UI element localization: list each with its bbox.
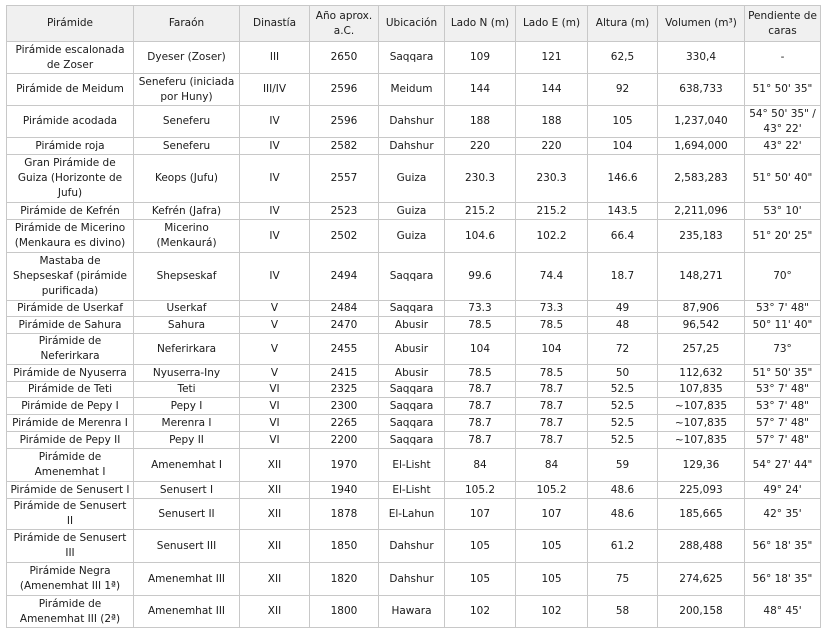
cell-year: 1800 [310, 596, 379, 628]
cell-pyramid: Pirámide de Pepy I [7, 398, 134, 415]
cell-slope: 57° 7' 48" [745, 432, 821, 449]
cell-height: 75 [588, 563, 658, 596]
cell-side-n: 109 [445, 42, 516, 74]
cell-side-e: 105 [516, 563, 588, 596]
cell-dynasty: III [240, 42, 310, 74]
cell-side-e: 215.2 [516, 203, 588, 220]
cell-pharaoh: Seneferu [134, 106, 240, 138]
table-row [7, 365, 821, 382]
cell-location: Saqqara [379, 301, 445, 317]
cell-pyramid: Pirámide de Senusert III [7, 530, 134, 563]
cell-side-n: 78.7 [445, 432, 516, 449]
cell-dynasty: V [240, 317, 310, 334]
cell-location: Abusir [379, 317, 445, 334]
table-row [7, 106, 821, 138]
cell-volume: ~107,835 [658, 415, 745, 432]
cell-pyramid: Pirámide de Micerino (Menkaura es divino) [7, 220, 134, 253]
cell-side-e: 144 [516, 74, 588, 106]
cell-location: Dahshur [379, 563, 445, 596]
cell-volume: 2,211,096 [658, 203, 745, 220]
cell-slope: 54° 27' 44" [745, 449, 821, 482]
cell-pharaoh: Amenemhat III [134, 596, 240, 628]
cell-height: 49 [588, 301, 658, 317]
cell-dynasty: IV [240, 155, 310, 203]
table-row [7, 317, 821, 334]
cell-side-e: 220 [516, 138, 588, 155]
cell-slope: 57° 7' 48" [745, 415, 821, 432]
cell-pyramid: Pirámide de Userkaf [7, 301, 134, 317]
cell-slope: 48° 45' [745, 596, 821, 628]
cell-pyramid: Pirámide de Neferirkara [7, 334, 134, 365]
cell-year: 1878 [310, 499, 379, 530]
cell-side-n: 104.6 [445, 220, 516, 253]
cell-side-n: 105 [445, 530, 516, 563]
cell-height: 48.6 [588, 482, 658, 499]
cell-location: Abusir [379, 365, 445, 382]
column-header-pharaoh: Faraón [134, 6, 240, 42]
cell-height: 48 [588, 317, 658, 334]
cell-dynasty: IV [240, 220, 310, 253]
cell-slope: 54° 50' 35" / 43° 22' [745, 106, 821, 138]
cell-pharaoh: Micerino (Menkaurá) [134, 220, 240, 253]
cell-pyramid: Pirámide de Senusert I [7, 482, 134, 499]
table-row [7, 482, 821, 499]
cell-dynasty: IV [240, 138, 310, 155]
cell-slope: 73° [745, 334, 821, 365]
cell-side-n: 144 [445, 74, 516, 106]
cell-dynasty: XII [240, 563, 310, 596]
cell-height: 58 [588, 596, 658, 628]
cell-height: 50 [588, 365, 658, 382]
cell-dynasty: V [240, 301, 310, 317]
cell-volume: 96,542 [658, 317, 745, 334]
cell-location: Dahshur [379, 530, 445, 563]
cell-volume: 129,36 [658, 449, 745, 482]
cell-height: 52.5 [588, 398, 658, 415]
column-header-height: Altura (m) [588, 6, 658, 42]
table-row [7, 138, 821, 155]
cell-volume: 200,158 [658, 596, 745, 628]
cell-dynasty: IV [240, 203, 310, 220]
cell-volume: 112,632 [658, 365, 745, 382]
cell-slope: - [745, 42, 821, 74]
cell-slope: 43° 22' [745, 138, 821, 155]
cell-dynasty: XII [240, 449, 310, 482]
column-header-year: Año aprox. a.C. [310, 6, 379, 42]
column-header-side-e: Lado E (m) [516, 6, 588, 42]
cell-location: Saqqara [379, 415, 445, 432]
column-header-dynasty: Dinastía [240, 6, 310, 42]
cell-side-n: 105 [445, 563, 516, 596]
cell-pyramid: Pirámide Negra (Amenemhat III 1ª) [7, 563, 134, 596]
cell-side-e: 78.7 [516, 382, 588, 398]
table-row [7, 398, 821, 415]
cell-year: 2494 [310, 253, 379, 301]
cell-dynasty: XII [240, 530, 310, 563]
cell-side-e: 107 [516, 499, 588, 530]
cell-slope: 53° 10' [745, 203, 821, 220]
cell-side-e: 78.7 [516, 415, 588, 432]
table-row [7, 155, 821, 203]
cell-side-n: 78.7 [445, 398, 516, 415]
cell-pharaoh: Merenra I [134, 415, 240, 432]
cell-height: 62,5 [588, 42, 658, 74]
cell-side-e: 84 [516, 449, 588, 482]
cell-slope: 51° 20' 25" [745, 220, 821, 253]
table-row [7, 203, 821, 220]
cell-volume: 1,694,000 [658, 138, 745, 155]
cell-side-e: 78.5 [516, 317, 588, 334]
cell-dynasty: VI [240, 398, 310, 415]
cell-side-e: 230.3 [516, 155, 588, 203]
column-header-location: Ubicación [379, 6, 445, 42]
cell-year: 1970 [310, 449, 379, 482]
cell-side-n: 105.2 [445, 482, 516, 499]
cell-location: Guiza [379, 155, 445, 203]
cell-pyramid: Pirámide de Amenemhat III (2ª) [7, 596, 134, 628]
table-row [7, 449, 821, 482]
cell-dynasty: XII [240, 596, 310, 628]
cell-pharaoh: Sahura [134, 317, 240, 334]
cell-volume: 274,625 [658, 563, 745, 596]
cell-height: 72 [588, 334, 658, 365]
cell-side-n: 104 [445, 334, 516, 365]
cell-height: 52.5 [588, 415, 658, 432]
cell-pyramid: Pirámide de Senusert II [7, 499, 134, 530]
cell-side-n: 78.5 [445, 317, 516, 334]
cell-pharaoh: Seneferu (iniciada por Huny) [134, 74, 240, 106]
table-row [7, 432, 821, 449]
cell-height: 105 [588, 106, 658, 138]
cell-location: Saqqara [379, 382, 445, 398]
cell-location: Saqqara [379, 432, 445, 449]
table-row [7, 596, 821, 628]
cell-location: El-Lahun [379, 499, 445, 530]
cell-location: Guiza [379, 203, 445, 220]
table-row [7, 334, 821, 365]
cell-side-n: 78.5 [445, 365, 516, 382]
cell-volume: 148,271 [658, 253, 745, 301]
cell-pyramid: Pirámide de Amenemhat I [7, 449, 134, 482]
cell-year: 2596 [310, 106, 379, 138]
column-header-side-n: Lado N (m) [445, 6, 516, 42]
cell-side-e: 121 [516, 42, 588, 74]
cell-pharaoh: Neferirkara [134, 334, 240, 365]
cell-year: 2484 [310, 301, 379, 317]
cell-volume: 288,488 [658, 530, 745, 563]
cell-dynasty: IV [240, 253, 310, 301]
cell-dynasty: VI [240, 415, 310, 432]
cell-side-n: 102 [445, 596, 516, 628]
cell-pharaoh: Senusert III [134, 530, 240, 563]
cell-volume: 2,583,283 [658, 155, 745, 203]
cell-location: Saqqara [379, 42, 445, 74]
cell-side-e: 102 [516, 596, 588, 628]
cell-pharaoh: Amenemhat I [134, 449, 240, 482]
cell-slope: 53° 7' 48" [745, 382, 821, 398]
cell-pharaoh: Senusert I [134, 482, 240, 499]
cell-dynasty: XII [240, 482, 310, 499]
cell-year: 2557 [310, 155, 379, 203]
cell-year: 2415 [310, 365, 379, 382]
cell-side-n: 107 [445, 499, 516, 530]
cell-height: 18.7 [588, 253, 658, 301]
cell-pyramid: Pirámide de Kefrén [7, 203, 134, 220]
table-header-row [7, 6, 821, 42]
table-row [7, 253, 821, 301]
cell-side-e: 78.5 [516, 365, 588, 382]
cell-dynasty: XII [240, 499, 310, 530]
cell-dynasty: IV [240, 106, 310, 138]
column-header-volume: Volumen (m³) [658, 6, 745, 42]
column-header-pyramid: Pirámide [7, 6, 134, 42]
cell-volume: 225,093 [658, 482, 745, 499]
cell-pharaoh: Dyeser (Zoser) [134, 42, 240, 74]
cell-pharaoh: Kefrén (Jafra) [134, 203, 240, 220]
cell-year: 1940 [310, 482, 379, 499]
cell-dynasty: V [240, 365, 310, 382]
cell-volume: ~107,835 [658, 398, 745, 415]
cell-pyramid: Gran Pirámide de Guiza (Horizonte de Jufu) [7, 155, 134, 203]
cell-year: 1850 [310, 530, 379, 563]
cell-side-e: 78.7 [516, 432, 588, 449]
cell-location: El-Lisht [379, 482, 445, 499]
cell-volume: 1,237,040 [658, 106, 745, 138]
cell-year: 2300 [310, 398, 379, 415]
cell-slope: 51° 50' 35" [745, 365, 821, 382]
cell-pyramid: Pirámide de Meidum [7, 74, 134, 106]
table-row [7, 415, 821, 432]
column-header-slope: Pendiente de caras [745, 6, 821, 42]
cell-year: 2523 [310, 203, 379, 220]
cell-dynasty: III/IV [240, 74, 310, 106]
cell-year: 1820 [310, 563, 379, 596]
cell-location: Abusir [379, 334, 445, 365]
cell-slope: 56° 18' 35" [745, 563, 821, 596]
cell-pharaoh: Seneferu [134, 138, 240, 155]
cell-year: 2200 [310, 432, 379, 449]
cell-slope: 50° 11' 40" [745, 317, 821, 334]
cell-slope: 51° 50' 35" [745, 74, 821, 106]
cell-dynasty: VI [240, 382, 310, 398]
cell-pharaoh: Pepy II [134, 432, 240, 449]
cell-year: 2650 [310, 42, 379, 74]
table-row [7, 42, 821, 74]
cell-pharaoh: Senusert II [134, 499, 240, 530]
cell-slope: 56° 18' 35" [745, 530, 821, 563]
cell-pharaoh: Userkaf [134, 301, 240, 317]
cell-pyramid: Pirámide de Teti [7, 382, 134, 398]
cell-location: Guiza [379, 220, 445, 253]
cell-pharaoh: Pepy I [134, 398, 240, 415]
cell-side-n: 78.7 [445, 415, 516, 432]
cell-year: 2455 [310, 334, 379, 365]
cell-year: 2325 [310, 382, 379, 398]
cell-pharaoh: Amenemhat III [134, 563, 240, 596]
cell-volume: 87,906 [658, 301, 745, 317]
cell-dynasty: V [240, 334, 310, 365]
cell-pharaoh: Teti [134, 382, 240, 398]
cell-year: 2582 [310, 138, 379, 155]
table-row [7, 530, 821, 563]
cell-year: 2265 [310, 415, 379, 432]
table-row [7, 499, 821, 530]
cell-pyramid: Pirámide de Pepy II [7, 432, 134, 449]
cell-pyramid: Pirámide de Merenra I [7, 415, 134, 432]
cell-side-n: 220 [445, 138, 516, 155]
cell-side-e: 73.3 [516, 301, 588, 317]
table-row [7, 301, 821, 317]
cell-side-e: 74.4 [516, 253, 588, 301]
cell-side-e: 188 [516, 106, 588, 138]
cell-height: 52.5 [588, 432, 658, 449]
cell-pharaoh: Shepseskaf [134, 253, 240, 301]
cell-height: 66.4 [588, 220, 658, 253]
cell-dynasty: VI [240, 432, 310, 449]
cell-side-n: 73.3 [445, 301, 516, 317]
cell-height: 143.5 [588, 203, 658, 220]
cell-volume: 235,183 [658, 220, 745, 253]
cell-volume: 330,4 [658, 42, 745, 74]
cell-height: 61.2 [588, 530, 658, 563]
cell-pyramid: Pirámide de Nyuserra [7, 365, 134, 382]
cell-year: 2470 [310, 317, 379, 334]
cell-height: 92 [588, 74, 658, 106]
cell-side-e: 102.2 [516, 220, 588, 253]
cell-pyramid: Mastaba de Shepseskaf (pirámide purificada) [7, 253, 134, 301]
table-row [7, 74, 821, 106]
cell-volume: 185,665 [658, 499, 745, 530]
cell-pharaoh: Keops (Jufu) [134, 155, 240, 203]
table-row [7, 563, 821, 596]
cell-pyramid: Pirámide roja [7, 138, 134, 155]
cell-slope: 49° 24' [745, 482, 821, 499]
cell-location: Saqqara [379, 253, 445, 301]
cell-volume: 638,733 [658, 74, 745, 106]
cell-height: 104 [588, 138, 658, 155]
cell-side-n: 215.2 [445, 203, 516, 220]
cell-pyramid: Pirámide de Sahura [7, 317, 134, 334]
cell-year: 2596 [310, 74, 379, 106]
cell-location: Meidum [379, 74, 445, 106]
cell-side-n: 188 [445, 106, 516, 138]
cell-location: Saqqara [379, 398, 445, 415]
cell-side-e: 104 [516, 334, 588, 365]
cell-side-n: 99.6 [445, 253, 516, 301]
cell-year: 2502 [310, 220, 379, 253]
cell-pyramid: Pirámide acodada [7, 106, 134, 138]
cell-volume: 107,835 [658, 382, 745, 398]
cell-slope: 53° 7' 48" [745, 398, 821, 415]
cell-side-e: 105.2 [516, 482, 588, 499]
cell-side-e: 78.7 [516, 398, 588, 415]
cell-height: 48.6 [588, 499, 658, 530]
cell-slope: 42° 35' [745, 499, 821, 530]
cell-height: 52.5 [588, 382, 658, 398]
cell-volume: 257,25 [658, 334, 745, 365]
cell-slope: 70° [745, 253, 821, 301]
cell-side-n: 84 [445, 449, 516, 482]
table-row [7, 220, 821, 253]
cell-side-n: 230.3 [445, 155, 516, 203]
cell-height: 146.6 [588, 155, 658, 203]
cell-location: Hawara [379, 596, 445, 628]
cell-slope: 53° 7' 48" [745, 301, 821, 317]
cell-location: Dahshur [379, 138, 445, 155]
cell-side-n: 78.7 [445, 382, 516, 398]
cell-pyramid: Pirámide escalonada de Zoser [7, 42, 134, 74]
table-row [7, 382, 821, 398]
cell-side-e: 105 [516, 530, 588, 563]
cell-volume: ~107,835 [658, 432, 745, 449]
pyramids-table [6, 5, 821, 628]
cell-height: 59 [588, 449, 658, 482]
cell-location: El-Lisht [379, 449, 445, 482]
cell-slope: 51° 50' 40" [745, 155, 821, 203]
cell-pharaoh: Nyuserra-Iny [134, 365, 240, 382]
cell-location: Dahshur [379, 106, 445, 138]
